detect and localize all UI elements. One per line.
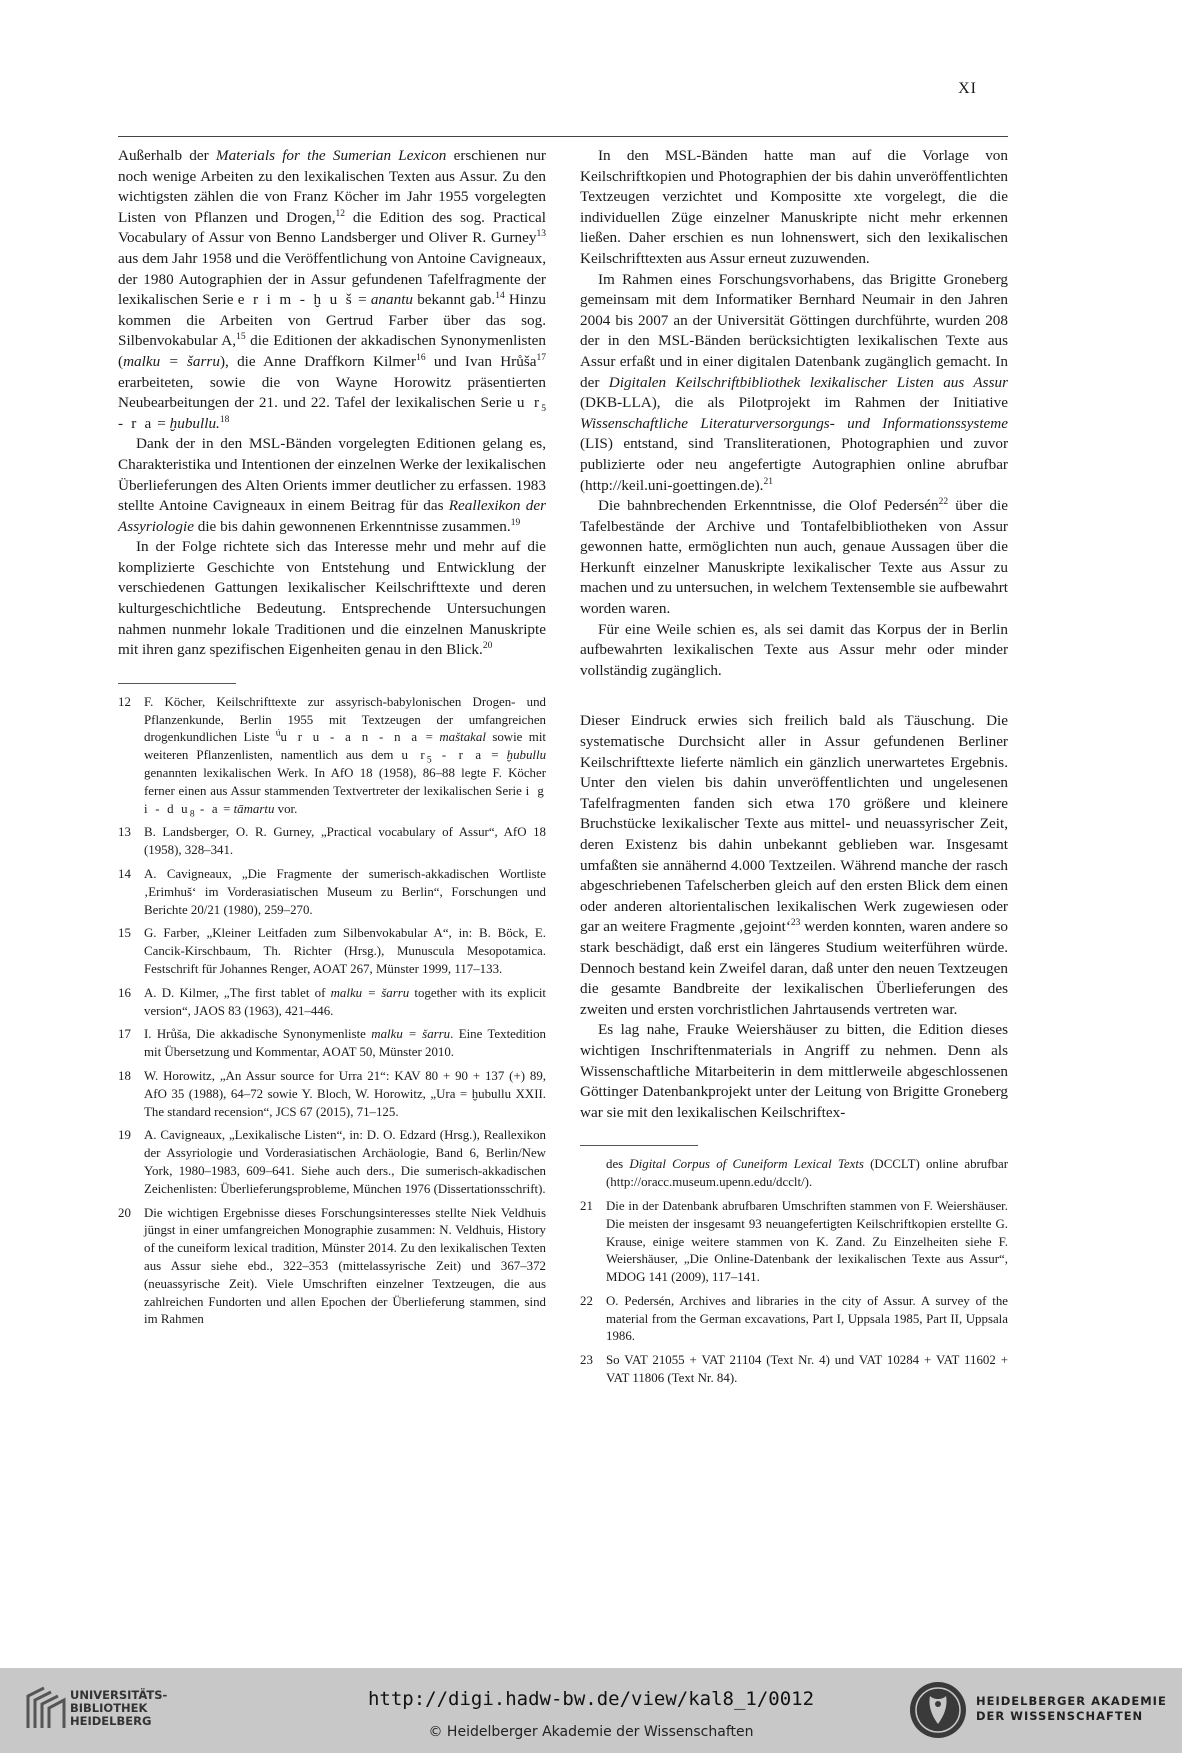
italic-title: Wissenschaftliche Literaturversorgungs- und Informationssysteme bbox=[580, 414, 1008, 432]
spaced-sumerian: - r a bbox=[118, 414, 154, 432]
text: = bbox=[219, 801, 234, 816]
footnote-ref: 15 bbox=[236, 332, 246, 343]
footnote-text bbox=[144, 985, 546, 1021]
footnote-number: 15 bbox=[118, 926, 131, 941]
header-rule bbox=[118, 136, 1008, 137]
left-paragraph-2 bbox=[118, 434, 546, 537]
text: Es lag nahe, Frauke Weiershäuser zu bitten, die Edition dieses wichtigen Inschriftenmaterials in Angriff zu nehmen. Denn als Wissenschaftliche Mitarbeiterin in dem mittlerweile abgeschlossenen Göttinger Datenbankprojekt unter der Leitung von Brigitte Groneberg war sie mit den lexikalischen Keilschriftex- bbox=[580, 1021, 1008, 1121]
footnote-number: 19 bbox=[118, 1128, 131, 1143]
text: Hinzu kommen die Arbeiten von Gertrud Farber über das sog. Silbenvokabular A, bbox=[118, 291, 546, 350]
text: genannten lexikalischen Werk. In AfO 18 (1958), 86–88 legte F. Köcher ferner einen aus Assur stammenden Textvertreter der lexikalischen Serie bbox=[144, 766, 546, 798]
left-paragraph-3 bbox=[118, 537, 546, 661]
text: F. Köcher, Keilschrifttexte zur assyrisch-babylonischen Drogen- und Pflanzenkunde, Berlin 1955 mit Textzeugen der umfangreichen drogenkundlichen Liste bbox=[144, 694, 546, 745]
spaced-sumerian: u r bbox=[401, 748, 427, 763]
footnote-ref: 23 bbox=[790, 918, 801, 929]
text: die Edition des sog. Practical Vocabulary of Assur von Benno Landsberger und Oliver R. Gurney bbox=[118, 208, 546, 247]
italic-title: Digital Corpus of Cuneiform Lexical Texts bbox=[629, 1157, 864, 1172]
text: Dank der in den MSL-Bänden vorgelegten Editionen gelang es, Charakteristika und Intentionen der einzelnen Werke der lexikalischen Überlieferungen des Alten Orients immer deutlicher zu erfassen. 1983 stellte Antoine Cavigneaux in einem Beitrag für das bbox=[118, 435, 546, 515]
footnote-number: 21 bbox=[580, 1198, 593, 1213]
spaced-sumerian: e r i m - ḫ u š bbox=[237, 291, 354, 309]
italic-term: ḫubullu. bbox=[169, 414, 220, 432]
subscript: 5 bbox=[541, 404, 546, 415]
footnote-text: A. Cavigneaux, „Lexikalische Listen“, in: D. O. Edzard (Hrsg.), Reallexikon der Assyriologie und Vorderasiatischen Archäologie, Band 6, Berlin/New York, 1980–1983, 609–641. Siehe auch ders., Die sumerisch-akkadischen Zeichenlisten: Überlieferungsprobleme, München 1976 (Dissertationsschrift). bbox=[144, 1128, 546, 1196]
text: UNIVERSITÄTS- bbox=[70, 1688, 168, 1702]
footnote-number: 22 bbox=[580, 1293, 593, 1308]
footnote-number: 20 bbox=[118, 1205, 131, 1220]
text: = bbox=[419, 730, 440, 745]
footnote-ref: 18 bbox=[219, 414, 230, 425]
footnote-18 bbox=[118, 1068, 546, 1121]
academy-name bbox=[976, 1694, 1167, 1724]
text: (LIS) entstand, sind Transliterationen, Photographien und zuvor publizierte oder neu angefertigte Autographien online abrufbar (http://keil.uni-goettingen.de). bbox=[580, 435, 1008, 494]
footnote-ref: 22 bbox=[938, 497, 949, 508]
footnote-ref: 21 bbox=[763, 476, 773, 487]
footnote-text: G. Farber, „Kleiner Leitfaden zum Silbenvokabular A“, in: B. Böck, E. Cancik-Kirschbaum, Th. Richter (Hrsg.), Munuscula Mesopotamica. Festschrift für Johannes Renger, AOAT 267, Münster 1999, 117–133. bbox=[144, 926, 546, 976]
footnote-number: 16 bbox=[118, 985, 131, 1000]
italic-term: ḫubullu bbox=[506, 748, 547, 763]
footer-bar bbox=[0, 1668, 1182, 1753]
footnote-text: So VAT 21055 + VAT 21104 (Text Nr. 4) und VAT 10284 + VAT 11602 + VAT 11806 (Text Nr. 84). bbox=[606, 1353, 1008, 1386]
text: Die bahnbrechenden Erkenntnisse, die Olof Pedersén bbox=[598, 497, 939, 515]
text: die bis dahin gewonnenen Erkenntnisse zusammen. bbox=[193, 517, 511, 535]
footnote-ref: 14 bbox=[495, 291, 505, 302]
spaced-sumerian: u r u - a n - n a bbox=[280, 730, 420, 745]
determinative: ú bbox=[275, 729, 281, 740]
right-paragraph-2 bbox=[580, 270, 1008, 497]
text: ), die Anne Draffkorn Kilmer bbox=[219, 352, 417, 370]
footnote-20 bbox=[118, 1205, 546, 1330]
footnote-rule bbox=[580, 1145, 698, 1146]
footnote-text bbox=[144, 694, 546, 819]
footnote-text bbox=[144, 1026, 546, 1062]
copyright-notice: © Heidelberger Akademie der Wissenschaften bbox=[428, 1724, 754, 1740]
footnote-ref: 12 bbox=[335, 208, 346, 219]
footnote-21 bbox=[580, 1198, 1008, 1287]
subscript: 8 bbox=[189, 809, 195, 820]
footnote-number: 14 bbox=[118, 867, 131, 882]
footnote-text bbox=[606, 1156, 1008, 1192]
spaced-sumerian: - r a bbox=[431, 748, 484, 763]
footnote-12 bbox=[118, 694, 546, 819]
spaced-sumerian: i g i - d u bbox=[144, 783, 546, 816]
footnote-text: Die in der Datenbank abrufbaren Umschriften stammen von F. Weiershäuser. Die meisten der insgesamt 93 neuangefertigten Keilschriftkopien erstellte G. Krause, einige weitere stammen von K. Zand. Zu Einzelheiten siehe F. Weiershäuser, „Die Online-Datenbank der lexikalischen Texte aus Assur“, MDOG 141 (2009), 117–141. bbox=[606, 1198, 1008, 1285]
academy-seal-icon bbox=[908, 1680, 968, 1740]
right-paragraph-6 bbox=[580, 1020, 1008, 1123]
text: die Editionen der akkadischen Synonymenlisten ( bbox=[118, 332, 547, 370]
text: A. D. Kilmer, „The first tablet of bbox=[144, 985, 331, 1000]
footnote-ref: 16 bbox=[416, 352, 426, 363]
footnote-text: Die wichtigen Ergebnisse dieses Forschungsinteresses stellte Niek Veldhuis jüngst in einer umfangreichen Monographie zusammen: N. Veldhuis, History of the cuneiform lexical tradition, Münster 2014. Zu den lexikalischen Texten aus Assur siehe ebd., 322–353 (mittelassyrische Zeit) und 367–372 (neuassyrische Zeit). Viele Umschriften einzelner Textzeugen, die aus zahlreichen Fundorten und allen Epochen der Überlieferung stammen, sind im Rahmen bbox=[144, 1205, 546, 1327]
footnote-ref: 17 bbox=[536, 352, 546, 363]
text: I. Hrůša, Die akkadische Synonymenliste bbox=[144, 1027, 372, 1042]
footnote-text: W. Horowitz, „An Assur source for Urra 21“: KAV 80 + 90 + 137 (+) 89, AfO 35 (1988), 64–72 sowie Y. Bloch, W. Horowitz, „Ura = ḫubullu XXII. The standard recension“, JCS 67 (2015), 71–125. bbox=[144, 1068, 546, 1119]
text: bekannt gab. bbox=[413, 291, 496, 309]
italic-term: malku = šarru bbox=[371, 1027, 451, 1042]
text: (DKB-LLA), die als Pilotprojekt im Rahmen der Initiative bbox=[580, 394, 1008, 412]
footnote-number: 12 bbox=[118, 694, 131, 709]
spaced-sumerian: - a bbox=[194, 801, 220, 816]
page-number: XI bbox=[958, 80, 977, 97]
italic-title: Materials for the Sumerian Lexicon bbox=[215, 147, 447, 164]
right-paragraph-5 bbox=[580, 711, 1008, 1020]
spaced-sumerian: u r bbox=[516, 394, 542, 412]
text: In den MSL-Bänden hatte man auf die Vorlage von Keilschriftkopien und Photographien der bis dahin unveröffentlichten Textzeugen verzichtet und Kompositte xte vorgelegt, die die individuellen Züge einzelner Manuskripte nicht mehr erkennen ließen. Daher erschien es nun lohnenswert, sich den lexikalischen Keilschrifttexten aus Assur erneut zuzuwenden. bbox=[580, 147, 1008, 267]
text: HEIDELBERGER AKADEMIE bbox=[976, 1694, 1167, 1708]
text: Dieser Eindruck erwies sich freilich bald als Täuschung. Die systematische Durchsicht aller in Assur gefundenen Berliner Keilschrifttexte lieferte nämlich ein gänzlich unerwartetes Ergebnis. Unter den vielen bis dahin unveröffentlichten und ungelesenen Tafelfragmenten fanden sich etwa 170 größere und kleinere Bruchstücke lexikalischer Texte aus mittel- und neuassyrischer Zeit, deren Existenz bis dahin unbekannt geblieben war. Insgesamt umfaßten sie annähernd 4.000 Textzeilen. Während manche der rasch abgeschriebenen Tafelscherben gleich auf den ersten Blick dem einen oder anderen altorientalischen lexikalischen Werk zugewiesen oder gar an weitere Fragmente ‚gejoint‘ bbox=[580, 712, 1008, 936]
footnote-rule bbox=[118, 683, 236, 684]
text: aus dem Jahr 1958 und die Veröffentlichung von Antoine Cavigneaux, der 1980 Autographien der in Assur gefundenen Tafelfragmente der lexikalischen Serie bbox=[118, 249, 546, 309]
footnote-number: 13 bbox=[118, 825, 131, 840]
text: erschienen nur noch wenige Arbeiten zu den lexikalischen Texten aus Assur. Zu den wichtigsten zählen die von Franz Köcher im Jahr 1955 vorgelegten Listen von Pflanzen und Drogen, bbox=[118, 147, 546, 226]
footnote-19 bbox=[118, 1127, 546, 1198]
italic-term: tāmartu bbox=[233, 801, 275, 816]
text: together with its explicit version“, JAOS 83 (1963), 421–446. bbox=[144, 985, 546, 1018]
text: (DCCLT) online abrufbar (http://oracc.museum.upenn.edu/dcclt/). bbox=[606, 1157, 1009, 1190]
footnote-20-continued bbox=[580, 1156, 1008, 1192]
footnote-ref: 20 bbox=[482, 641, 493, 652]
text: . Eine Textedition mit Übersetzung und Kommentar, AOAT 50, Münster 2010. bbox=[144, 1027, 546, 1060]
text: In der Folge richtete sich das Interesse mehr und mehr auf die komplizierte Geschichte von Entstehung und Entwicklung der verschiedenen Gattungen lexikalischer Keilschrifttexte und deren kulturgeschichtliche Bedeutung. Entsprechende Untersuchungen nahmen nunmehr lokale Traditionen und die einzelnen Manuskripte mit ihren ganz spezifischen Eigenheiten genau in den Blick. bbox=[118, 538, 546, 659]
text: und Ivan Hrůša bbox=[425, 352, 537, 370]
footnote-number: 23 bbox=[580, 1353, 593, 1368]
footnote-text: O. Pedersén, Archives and libraries in the city of Assur. A survey of the material from the German excavations, Part I, Uppsala 1985, Part II, Uppsala 1986. bbox=[606, 1293, 1008, 1344]
italic-term: maštakal bbox=[439, 730, 486, 745]
subscript: 5 bbox=[426, 755, 432, 766]
footnote-16 bbox=[118, 985, 546, 1021]
text: Für eine Weile schien es, als sei damit das Korpus der in Berlin aufbewahrten lexikalischen Texte aus Assur mehr oder minder vollständig zugänglich. bbox=[580, 620, 1008, 679]
left-paragraph-1 bbox=[118, 146, 546, 434]
footnote-14 bbox=[118, 866, 546, 919]
footnote-17 bbox=[118, 1026, 546, 1062]
text: = bbox=[153, 414, 170, 432]
right-paragraph-3 bbox=[580, 496, 1008, 620]
footnote-ref: 13 bbox=[536, 229, 546, 240]
footnote-number: 18 bbox=[118, 1068, 131, 1083]
left-column bbox=[118, 146, 546, 1335]
text: erarbeiteten, sowie die von Wayne Horowitz präsentierten Neubearbeitungen der 21. und 22. Tafel der lexikalischen Serie bbox=[118, 373, 546, 412]
footnote-22 bbox=[580, 1293, 1008, 1346]
text: vor. bbox=[274, 801, 298, 816]
italic-title: Reallexikon der Assyriologie bbox=[118, 497, 546, 535]
footnote-text: A. Cavigneaux, „Die Fragmente der sumerisch-akkadischen Wortliste ‚Erimhuš‘ im Vorderasiatischen Museum zu Berlin“, Forschungen und Berichte 20/21 (1980), 259–270. bbox=[144, 867, 546, 917]
right-paragraph-4 bbox=[580, 620, 1008, 682]
italic-title: Digitalen Keilschriftbibliothek lexikalischer Listen aus Assur bbox=[608, 373, 1008, 391]
italic-term: malku = šarru bbox=[330, 985, 410, 1000]
italic-term: anantu bbox=[370, 291, 414, 309]
italic-term: malku = šarru bbox=[123, 352, 220, 370]
footnote-text: B. Landsberger, O. R. Gurney, „Practical vocabulary of Assur“, AfO 18 (1958), 328–341. bbox=[144, 825, 546, 858]
document-url-link[interactable]: http://digi.hadw-bw.de/view/kal8_1/0012 bbox=[367, 1688, 815, 1710]
footnote-15 bbox=[118, 925, 546, 978]
text: des bbox=[606, 1157, 630, 1172]
right-column bbox=[580, 146, 1008, 1394]
footnote-23 bbox=[580, 1352, 1008, 1388]
footnote-number: 17 bbox=[118, 1027, 131, 1042]
footnote-13 bbox=[118, 824, 546, 860]
text: über die Tafelbestände der Archive und Tontafelbibliotheken von Assur gewonnen hatte, ermöglichten nun auch, genaue Aussagen über die Herkunft einzelner Manuskripte lexikalischer Texte aus Assur zu machen und zu untersuchen, in welchem Textensemble sie aufbewahrt worden waren. bbox=[580, 497, 1008, 618]
text: BIBLIOTHEK bbox=[70, 1701, 148, 1715]
text: = bbox=[483, 748, 507, 763]
text: sowie mit weiteren Pflanzenlisten, namentlich aus dem bbox=[144, 730, 546, 763]
text: Im Rahmen eines Forschungsvorhabens, das Brigitte Groneberg gemeinsam mit dem Informatiker Bernhard Neumair in den Jahren 2004 bis 2007 an der Universität Göttingen durchführte, wurden 208 der in den MSL-Bänden berücksichtigten lexikalischen Texte aus Assur erfaßt und in einer digitalen Datenbank zugänglich gemacht. In der bbox=[580, 270, 1008, 391]
text: = bbox=[353, 291, 371, 309]
text: Außerhalb der bbox=[118, 147, 216, 164]
text: werden konnten, waren andere so stark beschädigt, daß erst ein längeres Studium weiterführen würde. Dennoch bestand kein Zweifel daran, daß unter den neuen Textzeugen die gesamte Bandbreite der lexikalischen Überlieferungen des zweiten und ersten vorchristlichen Jahrtausends vertreten war. bbox=[580, 918, 1008, 1018]
right-paragraph-1 bbox=[580, 146, 1008, 270]
text: DER WISSENSCHAFTEN bbox=[976, 1709, 1144, 1723]
footnote-ref: 19 bbox=[510, 517, 521, 528]
text: HEIDELBERG bbox=[70, 1714, 152, 1728]
